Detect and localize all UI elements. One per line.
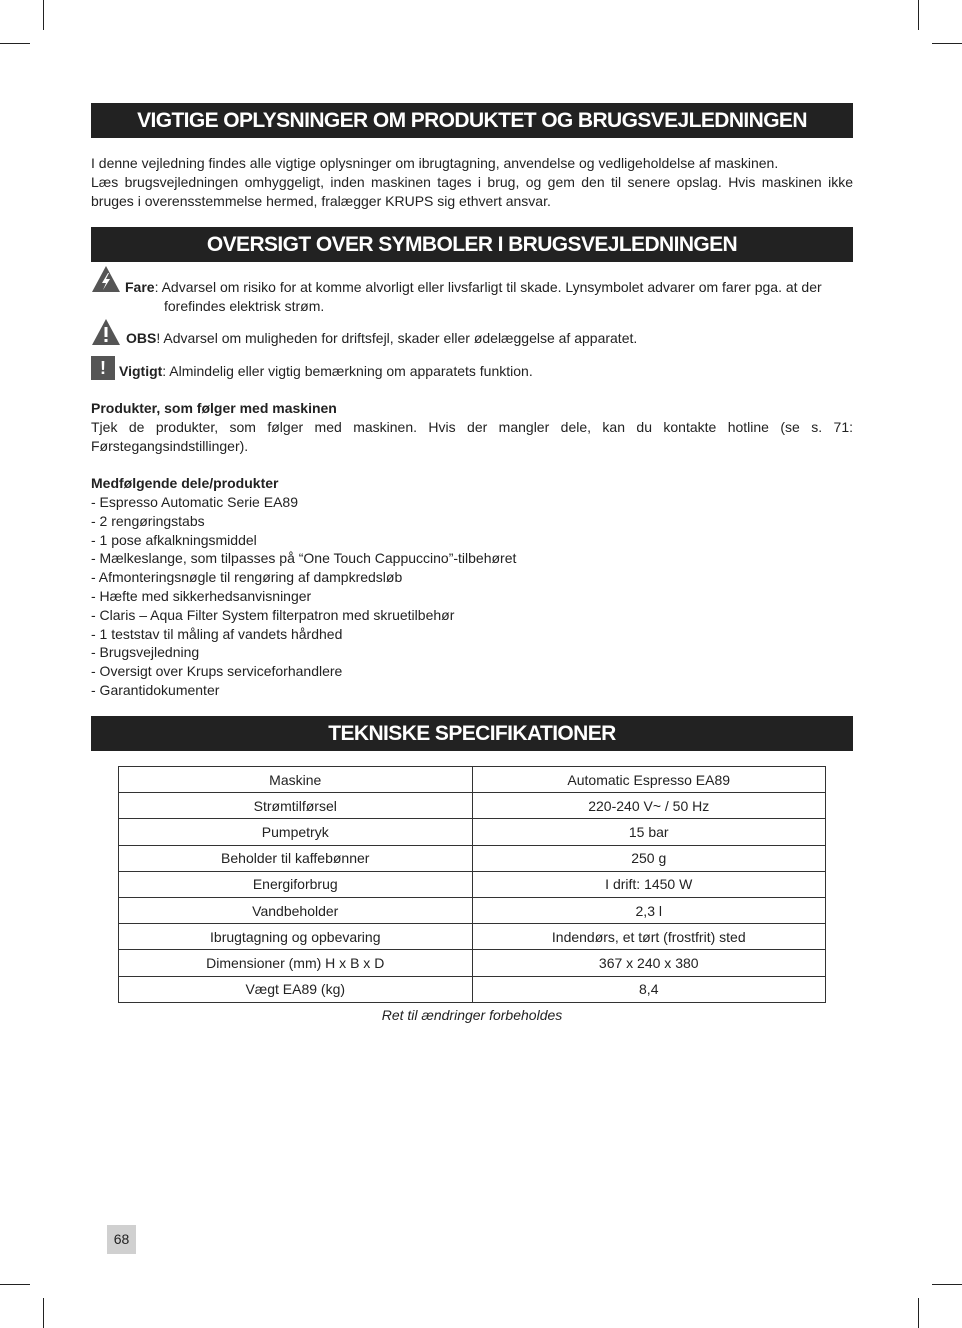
table-row bbox=[119, 897, 826, 923]
symbol-text-obs: Advarsel om muligheden for driftsfejl, skader eller ødelæggelse af apparatet. bbox=[160, 330, 638, 346]
list-item: - 1 pose afkalkningsmiddel bbox=[91, 531, 257, 548]
products-text: Tjek de produkter, som følger med maskinen. Hvis der mangler dele, kan du kontakte hotline (se s. 71: Førstegangsindstillinger). bbox=[91, 419, 853, 454]
intro-paragraph: I denne vejledning findes alle vigtige oplysninger om ibrugtagning, anvendelse og vedligeholdelse af maskinen. bbox=[91, 155, 779, 171]
products-heading: Produkter, som følger med maskinen bbox=[91, 400, 337, 416]
page-number: 68 bbox=[107, 1225, 136, 1254]
symbol-row-vigtigt bbox=[91, 355, 853, 381]
symbol-separator: : bbox=[162, 363, 167, 379]
spec-value: 250 g bbox=[472, 845, 826, 871]
crop-mark bbox=[0, 43, 30, 44]
crop-mark bbox=[43, 0, 44, 30]
warning-exclamation-triangle-icon bbox=[91, 318, 121, 346]
list-item: - Oversigt over Krups serviceforhandlere bbox=[91, 663, 343, 680]
table-row bbox=[119, 793, 826, 819]
crop-mark bbox=[932, 1284, 962, 1285]
list-item: - 2 rengøringstabs bbox=[91, 512, 205, 529]
section-title-important-info: VIGTIGE OPLYSNINGER OM PRODUKTET OG BRUGSVEJLEDNINGEN bbox=[91, 103, 853, 138]
spec-value: Automatic Espresso EA89 bbox=[472, 767, 826, 793]
list-item: - Brugsvejledning bbox=[91, 644, 200, 661]
spec-value: 220-240 V~ / 50 Hz bbox=[472, 793, 826, 819]
included-heading: Medfølgende dele/produkter bbox=[91, 475, 279, 491]
spec-value: Indendørs, et tørt (frostfrit) sted bbox=[472, 924, 826, 950]
spec-value: I drift: 1450 W bbox=[472, 871, 826, 897]
table-row bbox=[119, 819, 826, 845]
list-item: - Espresso Automatic Serie EA89 bbox=[91, 494, 298, 510]
list-item: - Mælkeslange, som tilpasses på “One Touch Cappuccino”-tilbehøret bbox=[91, 550, 517, 567]
list-item: - Claris – Aqua Filter System filterpatron med skruetilbehør bbox=[91, 606, 455, 623]
table-row bbox=[119, 924, 826, 950]
table-row bbox=[119, 976, 826, 1002]
table-row bbox=[119, 950, 826, 976]
table-row bbox=[119, 767, 826, 793]
spec-label: Energiforbrug bbox=[119, 871, 473, 897]
section-title-specs: TEKNISKE SPECIFIKATIONER bbox=[91, 716, 853, 751]
crop-mark bbox=[0, 1284, 30, 1285]
spec-label: Strømtilførsel bbox=[119, 793, 473, 819]
table-row bbox=[119, 845, 826, 871]
symbol-label-fare: Fare bbox=[125, 279, 155, 295]
spec-label: Vandbeholder bbox=[119, 897, 473, 923]
spec-label: Vægt EA89 (kg) bbox=[119, 976, 473, 1002]
table-row bbox=[119, 871, 826, 897]
spec-label: Pumpetryk bbox=[119, 819, 473, 845]
specs-table bbox=[118, 766, 826, 1003]
symbol-text-fare-line2: forefindes elektrisk strøm. bbox=[164, 298, 325, 314]
list-item: - Hæfte med sikkerhedsanvisninger bbox=[91, 587, 312, 604]
included-list bbox=[91, 493, 853, 700]
spec-value: 367 x 240 x 380 bbox=[472, 950, 826, 976]
symbol-separator: : bbox=[154, 279, 159, 295]
crop-mark bbox=[43, 1298, 44, 1328]
spec-value: 15 bar bbox=[472, 819, 826, 845]
symbol-row-obs bbox=[91, 318, 853, 348]
section-title-symbols: OVERSIGT OVER SYMBOLER I BRUGSVEJLEDNINGEN bbox=[91, 227, 853, 262]
symbol-row-fare bbox=[91, 265, 853, 315]
spec-value: 8,4 bbox=[472, 976, 826, 1002]
crop-mark bbox=[932, 43, 962, 44]
symbol-separator: ! bbox=[156, 330, 161, 346]
list-item: - Afmonteringsnøgle til rengøring af dampkredsløb bbox=[91, 569, 403, 586]
danger-lightning-triangle-icon bbox=[91, 265, 121, 293]
spec-label: Dimensioner (mm) H x B x D bbox=[119, 950, 473, 976]
spec-label: Beholder til kaffebønner bbox=[119, 845, 473, 871]
symbol-label-vigtigt: Vigtigt bbox=[119, 363, 163, 379]
list-item: - Garantidokumenter bbox=[91, 681, 220, 698]
symbol-text-vigtigt: Almindelig eller vigtig bemærkning om apparatets funktion. bbox=[166, 363, 533, 379]
list-item: - 1 teststav til måling af vandets hårdhed bbox=[91, 625, 343, 642]
specs-note: Ret til ændringer forbeholdes bbox=[381, 1007, 563, 1023]
usage-paragraph: Læs brugsvejledningen omhyggeligt, inden maskinen tages i brug, og gem den til senere opslag. Hvis maskinen ikke bruges i overensstemmelse hermed, fralægger KRUPS sig ethvert ansvar. bbox=[91, 174, 853, 209]
spec-value: 2,3 l bbox=[472, 897, 826, 923]
spec-label: Maskine bbox=[119, 767, 473, 793]
symbol-text-fare: Advarsel om risiko for at komme alvorligt eller livsfarligt til skade. Lynsymbolet advarer om farer pga. at der bbox=[158, 279, 822, 295]
important-exclamation-square-icon: ! bbox=[91, 356, 115, 380]
spec-label: Ibrugtagning og opbevaring bbox=[119, 924, 473, 950]
symbol-label-obs: OBS bbox=[126, 330, 157, 346]
crop-mark bbox=[918, 1298, 919, 1328]
crop-mark bbox=[918, 0, 919, 30]
